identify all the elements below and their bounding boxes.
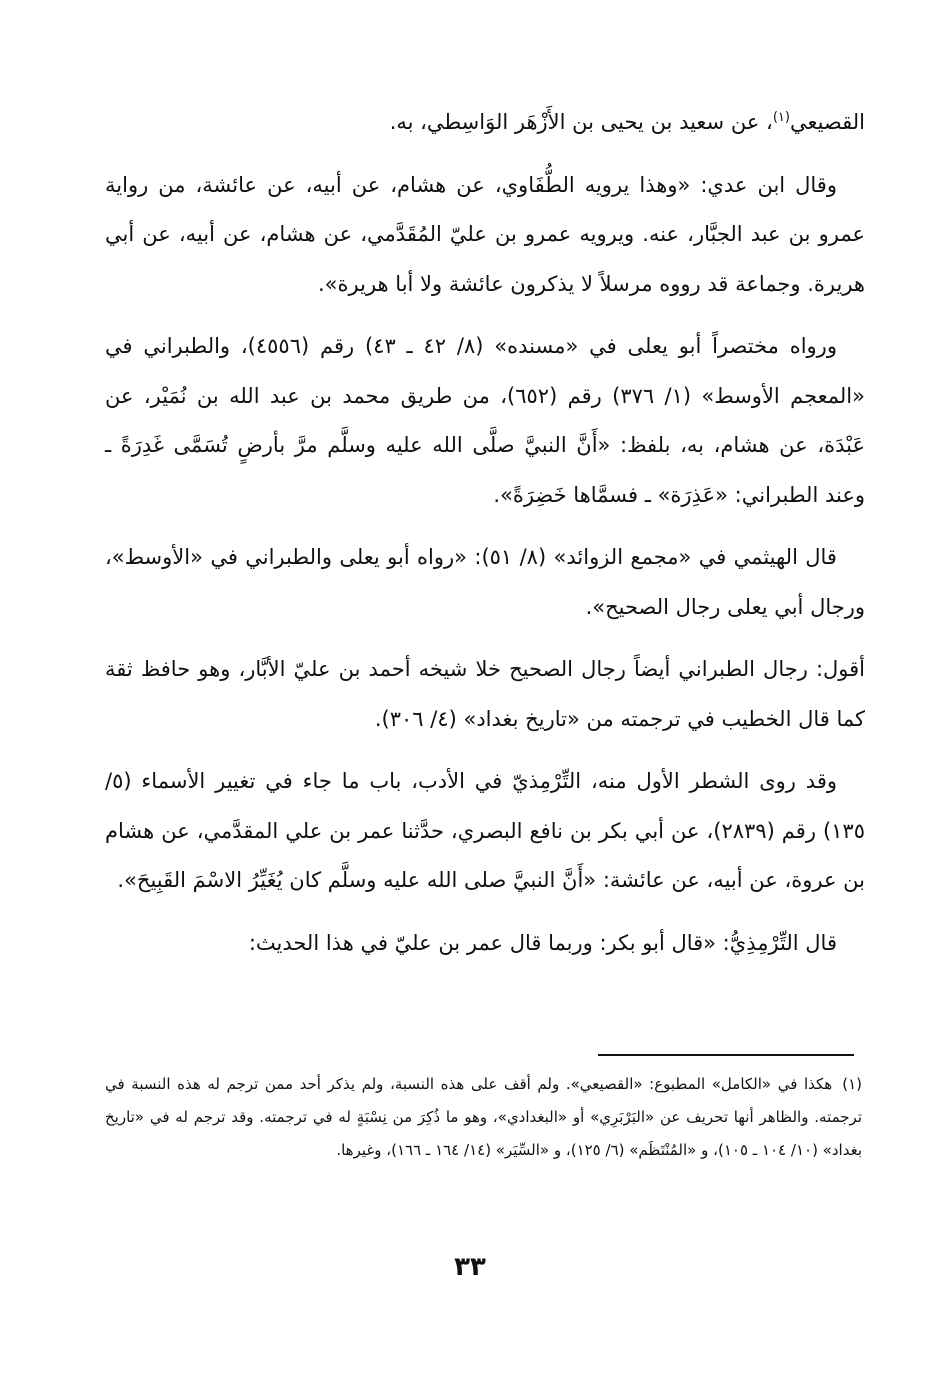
footnote-marker: (١) <box>772 110 790 125</box>
paragraph-7: قال التِّرْمِذِيُّ: «قال أبو بكر: وربما قال عمر بن عليّ في هذا الحديث: <box>248 930 837 955</box>
paragraph-2: وقال ابن عدي: «وهذا يرويه الطُّفَاوي، عن هشام، عن أبيه، عن عائشة، من رواية عمرو بن عبد الجبَّار، عنه. ويرويه عمرو بن عليّ المُقَدَّمي، عن هشام، عن أبيه، عن أبي هريرة. وجماعة قد رووه مرسلاً لا يذكرون عائشة ولا أبا هريرة». <box>105 172 865 296</box>
footnote-text: هكذا في «الكامل» المطبوع: «القصيعي». ولم أقف على هذه النسبة، ولم يذكر أحد ممن ترجم له هذه النسبة في ترجمته. والظاهر أنها تحريف عن «البَرْبَرِي» أو «البغدادي»، وهو ما ذُكِرَ من نِسْبَةٍ له في ترجمته. وقد ترجم له في «تاريخ بغداد» (١٠/ ١٠٤ ـ ١٠٥)، و «المُنْتَظَم» (٦/ ١٢٥)، و «السِّيَر» (١٤/ ١٦٤ ـ ١٦٦)، وغيرها. <box>105 1075 862 1159</box>
paragraph-1-end: ، عن سعيد بن يحيى بن الأَزْهَر الوَاسِطي، به. <box>389 110 773 134</box>
paragraph-1-start: القصيعي <box>789 110 865 134</box>
paragraph-5: أقول: رجال الطبراني أيضاً رجال الصحيح خلا شيخه أحمد بن عليّ الأبَّار، وهو حافظ ثقة كما قال الخطيب في ترجمته من «تاريخ بغداد» (٤/ ٣٠٦). <box>105 657 865 731</box>
footnote-separator <box>598 1054 854 1056</box>
paragraph-4: قال الهيثمي في «مجمع الزوائد» (٨/ ٥١): «رواه أبو يعلى والطبراني في «الأوسط»، ورجال أبي يعلى رجال الصحيح». <box>105 545 865 619</box>
footnote <box>105 1068 862 1167</box>
paragraph-3: ورواه مختصراً أبو يعلى في «مسنده» (٨/ ٤٢ ـ ٤٣) رقم (٤٥٥٦)، والطبراني في «المعجم الأوسط» (١/ ٣٧٦) رقم (٦٥٢)، من طريق محمد بن عبد الله بن نُمَيْر، عن عَبْدَة، عن هشام، به، بلفظ: «أَنَّ النبيَّ صلَّى الله عليه وسلَّم مرَّ بأرضٍ تُسَمَّى غَدِرَةً ـ وعند الطبراني: «عَذِرَة» ـ فسمَّاها خَضِرَةً». <box>105 334 865 507</box>
page-number: ٣٣ <box>454 1252 486 1282</box>
footnote-number: (١) <box>842 1075 862 1093</box>
paragraph-6: وقد روى الشطر الأول منه، التِّرْمِذيّ في الأدب، باب ما جاء في تغيير الأسماء (٥/ ١٣٥) رقم (٢٨٣٩)، عن أبي بكر بن نافع البصري، حدَّثنا عمر بن علي المقدَّمي، عن هشام بن عروة، عن أبيه، عن عائشة: «أَنَّ النبيَّ صلى الله عليه وسلَّم كان يُغَيِّرُ الاسْمَ القَبِيحَ». <box>105 769 865 892</box>
main-text <box>105 98 865 968</box>
paragraph-1 <box>105 98 865 148</box>
